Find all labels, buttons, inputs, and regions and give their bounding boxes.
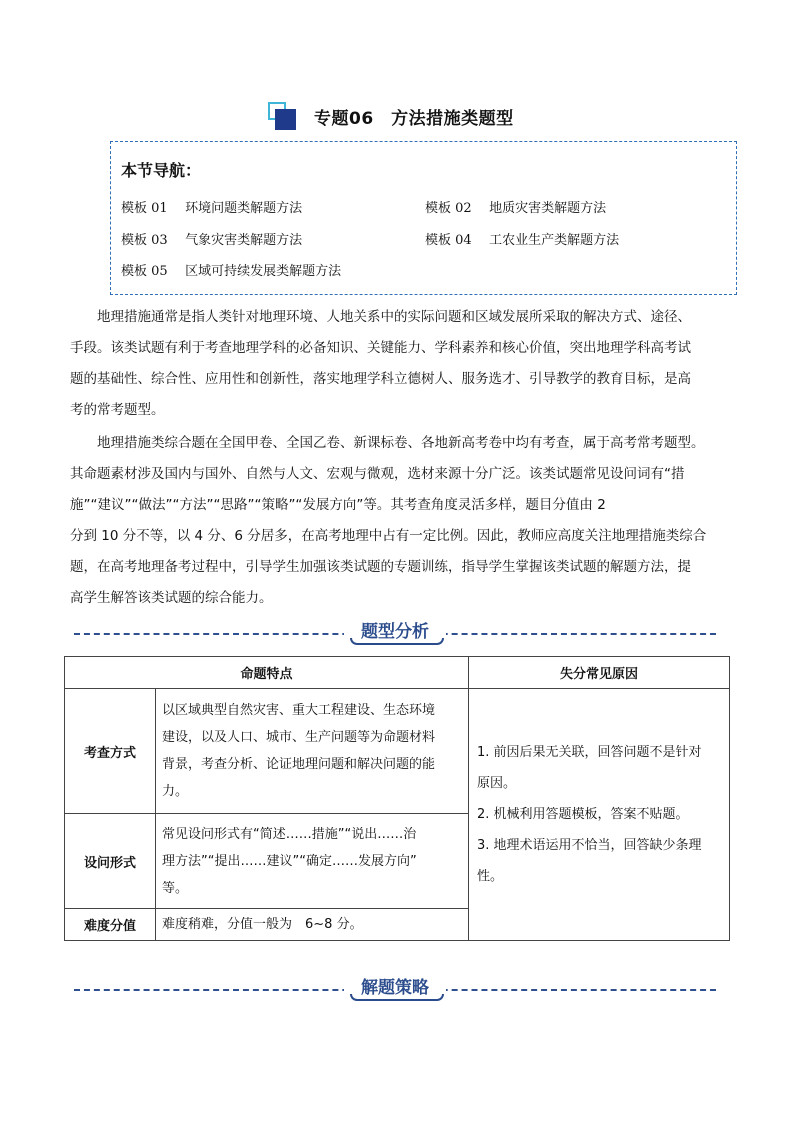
question-type-table bbox=[64, 656, 730, 941]
nav-item-template-03[interactable]: 模板 03 气象灾害类解题方法 bbox=[121, 233, 303, 248]
nav-item-template-04[interactable]: 模板 04 工农业生产类解题方法 bbox=[425, 233, 620, 248]
nav-item-template-05[interactable]: 模板 05 区域可持续发展类解题方法 bbox=[121, 264, 342, 279]
table-row bbox=[65, 689, 730, 814]
section-header-solving-strategy bbox=[74, 977, 716, 1003]
row-label: 难度分值 bbox=[65, 909, 156, 941]
section-header-question-analysis bbox=[74, 621, 716, 647]
page-title-block bbox=[0, 100, 794, 136]
row-content: 常见设问形式有“简述……措施”“说出……治 理方法”“提出……建议”“确定……发展方向” 等。 bbox=[156, 814, 469, 909]
failure-reasons-cell: 1. 前因后果无关联，回答问题不是针对 原因。 2. 机械利用答题模板，答案不贴题。 3. 地理术语运用不恰当，回答缺少条理 性。 bbox=[469, 689, 730, 941]
section-title: 题型分析 bbox=[361, 622, 429, 642]
nav-item-template-01[interactable]: 模板 01 环境问题类解题方法 bbox=[121, 201, 303, 216]
row-label: 设问形式 bbox=[65, 814, 156, 909]
nav-item-template-02[interactable]: 模板 02 地质灾害类解题方法 bbox=[425, 201, 607, 216]
table-header-features: 命题特点 bbox=[65, 657, 469, 689]
table-header-reasons: 失分常见原因 bbox=[469, 657, 730, 689]
section-title: 解题策略 bbox=[361, 978, 429, 998]
intro-paragraph-1: 地理措施通常是指人类针对地理环境、人地关系中的实际问题和区域发展所采取的解决方式、途径、 手段。该类试题有利于考查地理学科的必备知识、关键能力、学科素养和核心价值，突出地理学科高考试 题的基础性、综合性、应用性和创新性，落实地理学科立德树人、服务选才、引导教学的教育目标，是高 考的常考题型。 bbox=[70, 309, 691, 418]
row-label: 考查方式 bbox=[65, 689, 156, 814]
page-title: 专题06 方法措施类题型 bbox=[314, 109, 514, 129]
nav-heading: 本节导航： bbox=[121, 161, 202, 180]
row-content: 难度稍难，分值一般为 6~8 分。 bbox=[156, 909, 469, 941]
intro-paragraph-2: 地理措施类综合题在全国甲卷、全国乙卷、新课标卷、各地新高考卷中均有考查，属于高考常考题型。 其命题素材涉及国内与国外、自然与人文、宏观与微观，选材来源十分广泛。该类试题常见设问词有“措 施”“建议”“做法”“方法”“思路”“策略”“发展方向”等。其考查角度灵活多样，题目分值由 2 分到 10 分不等，以 4 分、6 分居多，在高考地理中占有一定比例。因此，教师应高度关注地理措施类综合 题，在高考地理备考过程中，引导学生加强该类试题的专题训练，指导学生掌握该类试题的解题方法，提 高学生解答该类试题的综合能力。 bbox=[70, 435, 707, 606]
title-squares-icon bbox=[268, 102, 296, 130]
section-navigation-box bbox=[110, 141, 737, 295]
row-content: 以区域典型自然灾害、重大工程建设、生态环境 建设，以及人口、城市、生产问题等为命题材料 背景，考查分析、论证地理问题和解决问题的能 力。 bbox=[156, 689, 469, 814]
